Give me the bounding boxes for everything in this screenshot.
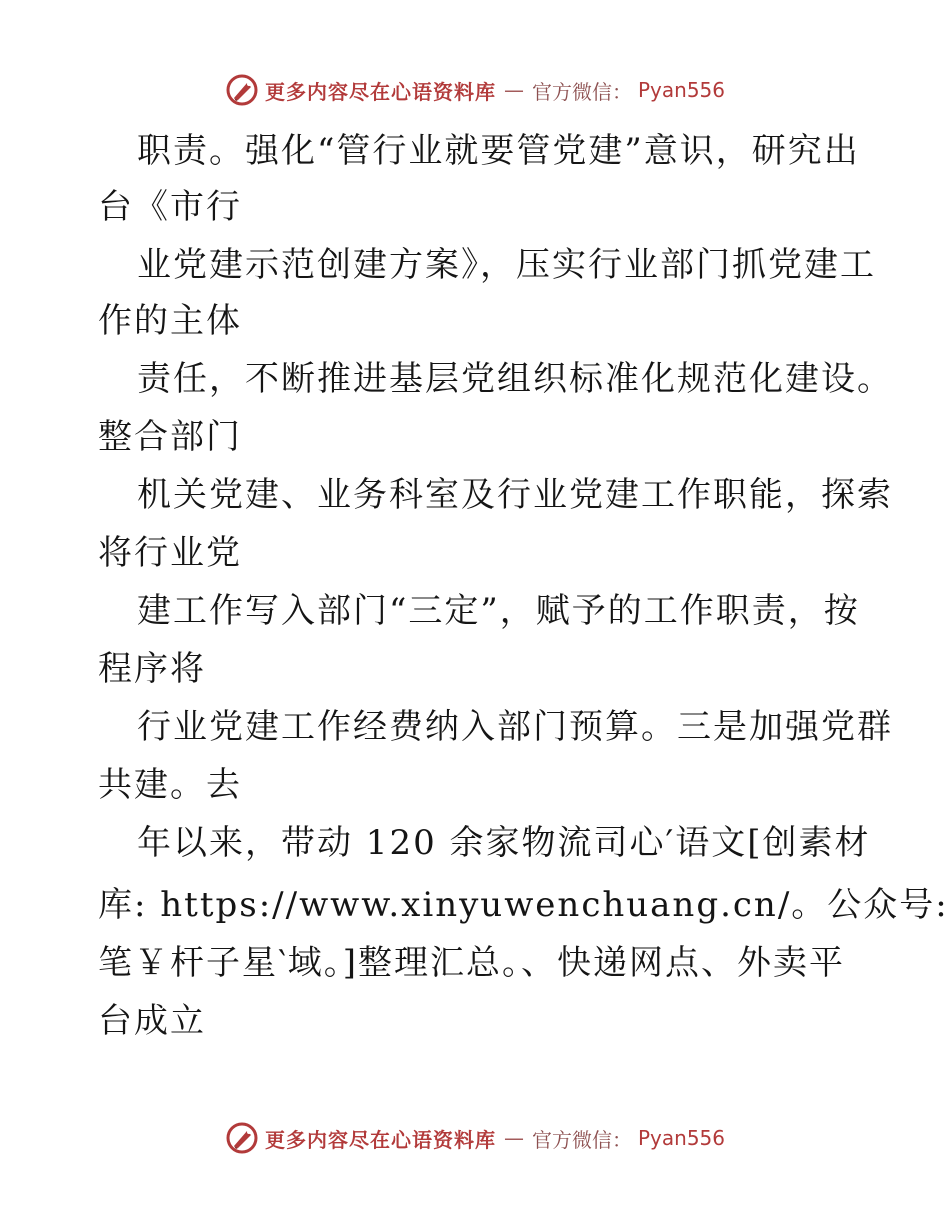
pen-logo-icon	[225, 73, 259, 107]
watermark-dash: —	[503, 78, 524, 102]
body-line-2: 台《市行	[98, 187, 242, 227]
watermark-wechat-label: 官方微信：	[531, 79, 632, 104]
body-line-6: 整合部门	[98, 417, 242, 457]
watermark-site-text: 更多内容尽在心语资料库	[264, 79, 496, 104]
body-line-14: 库: https://www.xinyuwenchuang.cn/。公众号:	[98, 885, 949, 925]
watermark-site-text: 更多内容尽在心语资料库	[264, 1127, 496, 1152]
body-line-12: 共建。去	[98, 765, 242, 805]
body-line-1: 职责。强化“管行业就要管党建”意识，研究出	[137, 131, 860, 171]
pen-logo-icon	[225, 1121, 259, 1155]
body-line-11: 行业党建工作经费纳入部门预算。三是加强党群	[137, 707, 893, 747]
body-line-7: 机关党建、业务科室及行业党建工作职能，探索	[137, 475, 893, 515]
body-line-16: 台成立	[98, 1001, 206, 1041]
header-watermark	[0, 70, 950, 110]
footer-watermark	[0, 1118, 950, 1158]
watermark-wechat-id: Pyan556	[637, 78, 725, 102]
body-line-5: 责任，不断推进基层党组织标准化规范化建设。	[137, 359, 893, 399]
body-line-3: 业党建示范创建方案》，压实行业部门抓党建工	[137, 245, 876, 285]
body-line-8: 将行业党	[98, 533, 242, 573]
body-line-15: 笔￥杆子星‵域。]整理汇总。、快递网点、外卖平	[98, 943, 845, 983]
body-line-13: 年以来，带动 120 余家物流司心′语文[创素材	[137, 823, 871, 863]
watermark-wechat-id: Pyan556	[637, 1126, 725, 1150]
watermark-wechat-label: 官方微信：	[531, 1127, 632, 1152]
watermark-dash: —	[503, 1126, 524, 1150]
body-line-4: 作的主体	[98, 301, 242, 341]
body-line-9: 建工作写入部门“三定”，赋予的工作职责，按	[137, 591, 860, 631]
body-line-10: 程序将	[98, 649, 206, 689]
